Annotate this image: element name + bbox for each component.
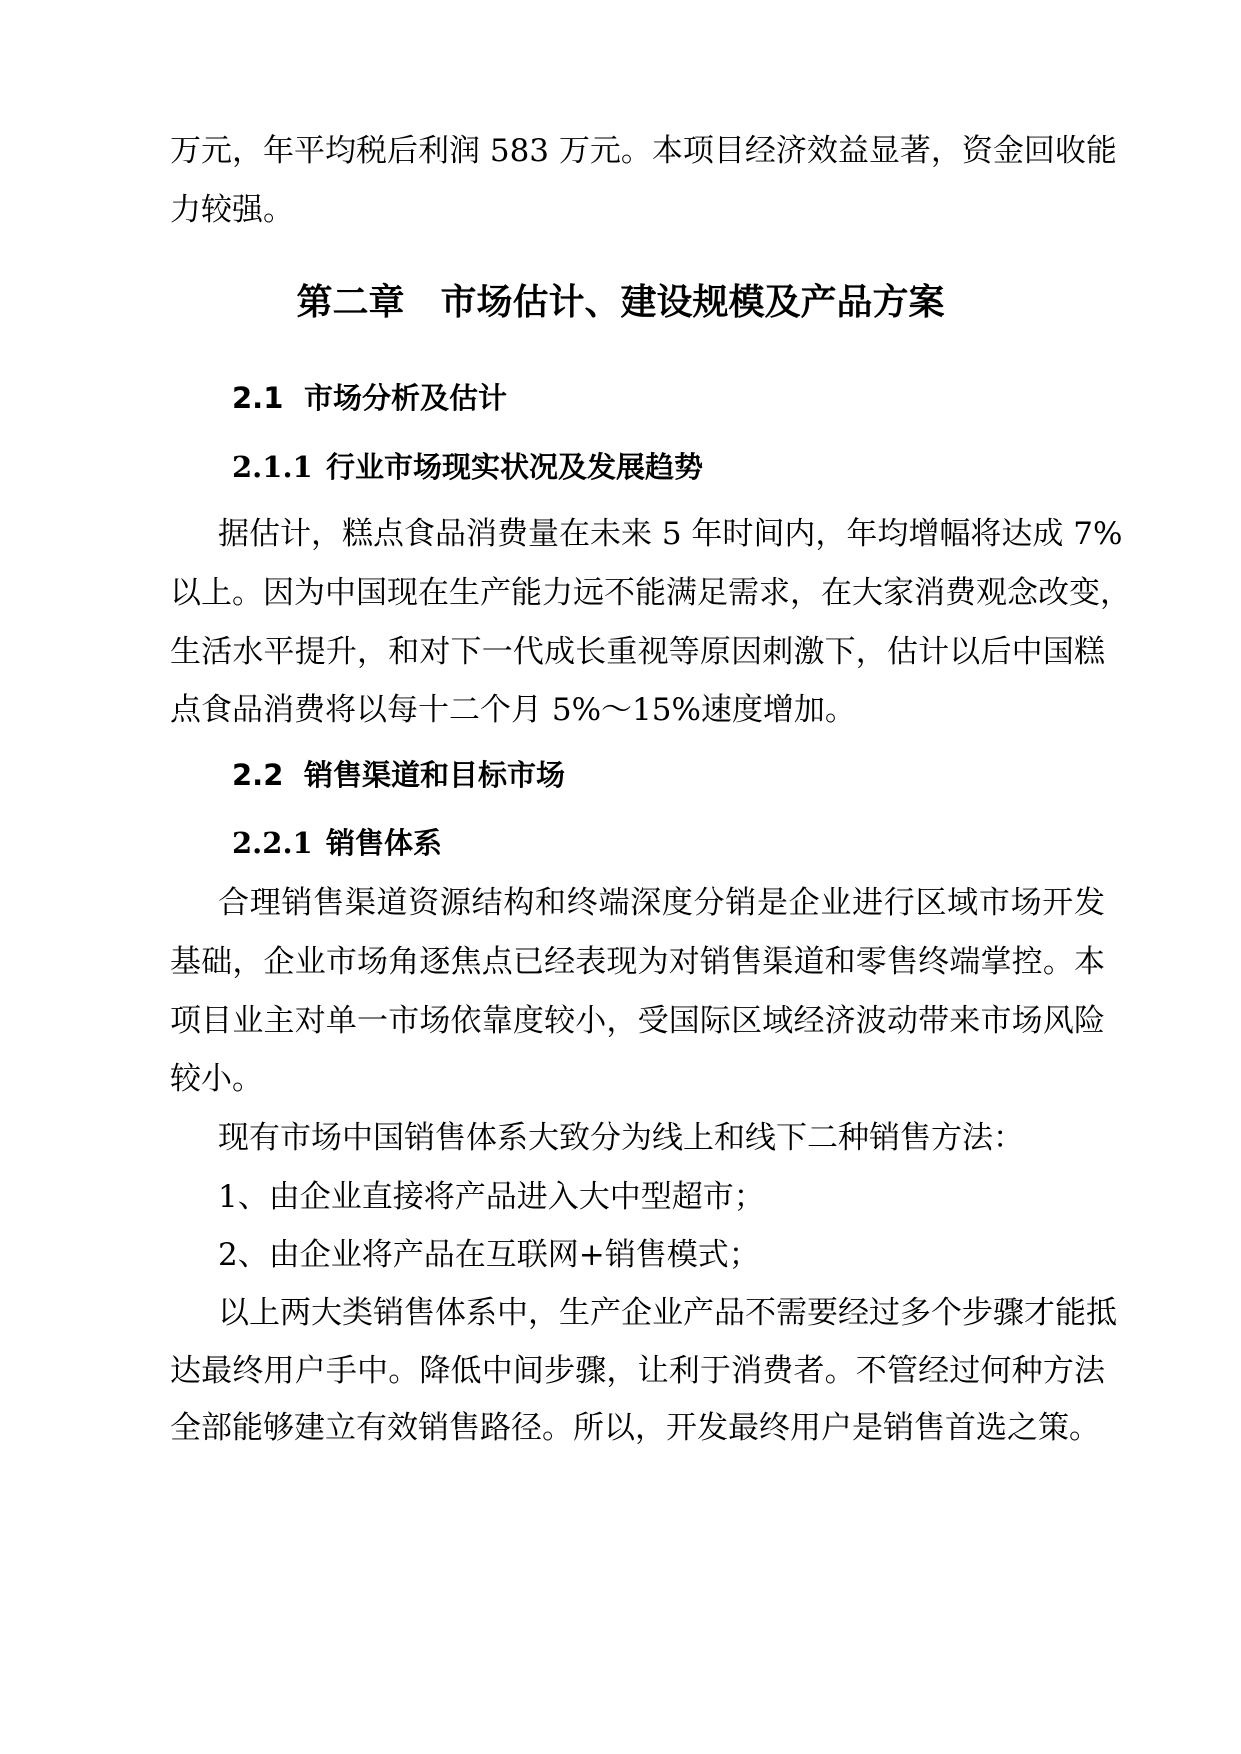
paragraph-line: 据估计，糕点食品消费量在未来 5 年时间内，年均增幅将达成 7% [218,516,1123,552]
section-title: 市场分析及估计 [304,381,508,415]
subsection-heading-2-2-1 [232,824,442,862]
subsection-title: 行业市场现实状况及发展趋势 [326,450,704,484]
subsection-number: 2.1.1 [232,450,313,484]
intro-line-2: 力较强。 [170,192,294,228]
subsection-number: 2.2.1 [232,826,313,860]
paragraph-line: 生活水平提升，和对下一代成长重视等原因刺激下，估计以后中国糕 [170,634,1105,670]
paragraph-line: 全部能够建立有效销售路径。所以，开发最终用户是销售首选之策。 [170,1410,1100,1446]
section-number: 2.1 [232,381,284,415]
chapter-title: 第二章 市场估计、建设规模及产品方案 [296,282,945,323]
subsection-title: 销售体系 [326,826,443,860]
paragraph-line: 合理销售渠道资源结构和终端深度分销是企业进行区域市场开发 [218,885,1105,921]
paragraph-line: 现有市场中国销售体系大致分为线上和线下二种销售方法： [218,1120,1024,1156]
section-title: 销售渠道和目标市场 [304,758,566,792]
paragraph-line: 基础，企业市场角逐焦点已经表现为对销售渠道和零售终端掌控。本 [170,944,1105,980]
paragraph-line: 点食品消费将以每十二个月 5%～15%速度增加。 [170,692,856,728]
subsection-heading-2-1-1 [232,448,703,486]
paragraph-line: 以上两大类销售体系中，生产企业产品不需要经过多个步骤才能抵 [218,1295,1117,1331]
paragraph-line: 项目业主对单一市场依靠度较小，受国际区域经济波动带来市场风险 [170,1003,1105,1039]
section-number: 2.2 [232,758,284,792]
list-item: 1、由企业直接将产品进入大中型超市； [218,1179,765,1215]
intro-line-1: 万元，年平均税后利润 583 万元。本项目经济效益显著，资金回收能 [170,133,1117,169]
paragraph-line: 较小。 [170,1061,263,1097]
section-heading-2-2 [232,756,565,794]
section-heading-2-1 [232,379,507,417]
list-item: 2、由企业将产品在互联网+销售模式； [218,1237,760,1273]
paragraph-line: 达最终用户手中。降低中间步骤，让利于消费者。不管经过何种方法 [170,1353,1105,1389]
paragraph-line: 以上。因为中国现在生产能力远不能满足需求，在大家消费观念改变， [170,575,1131,611]
